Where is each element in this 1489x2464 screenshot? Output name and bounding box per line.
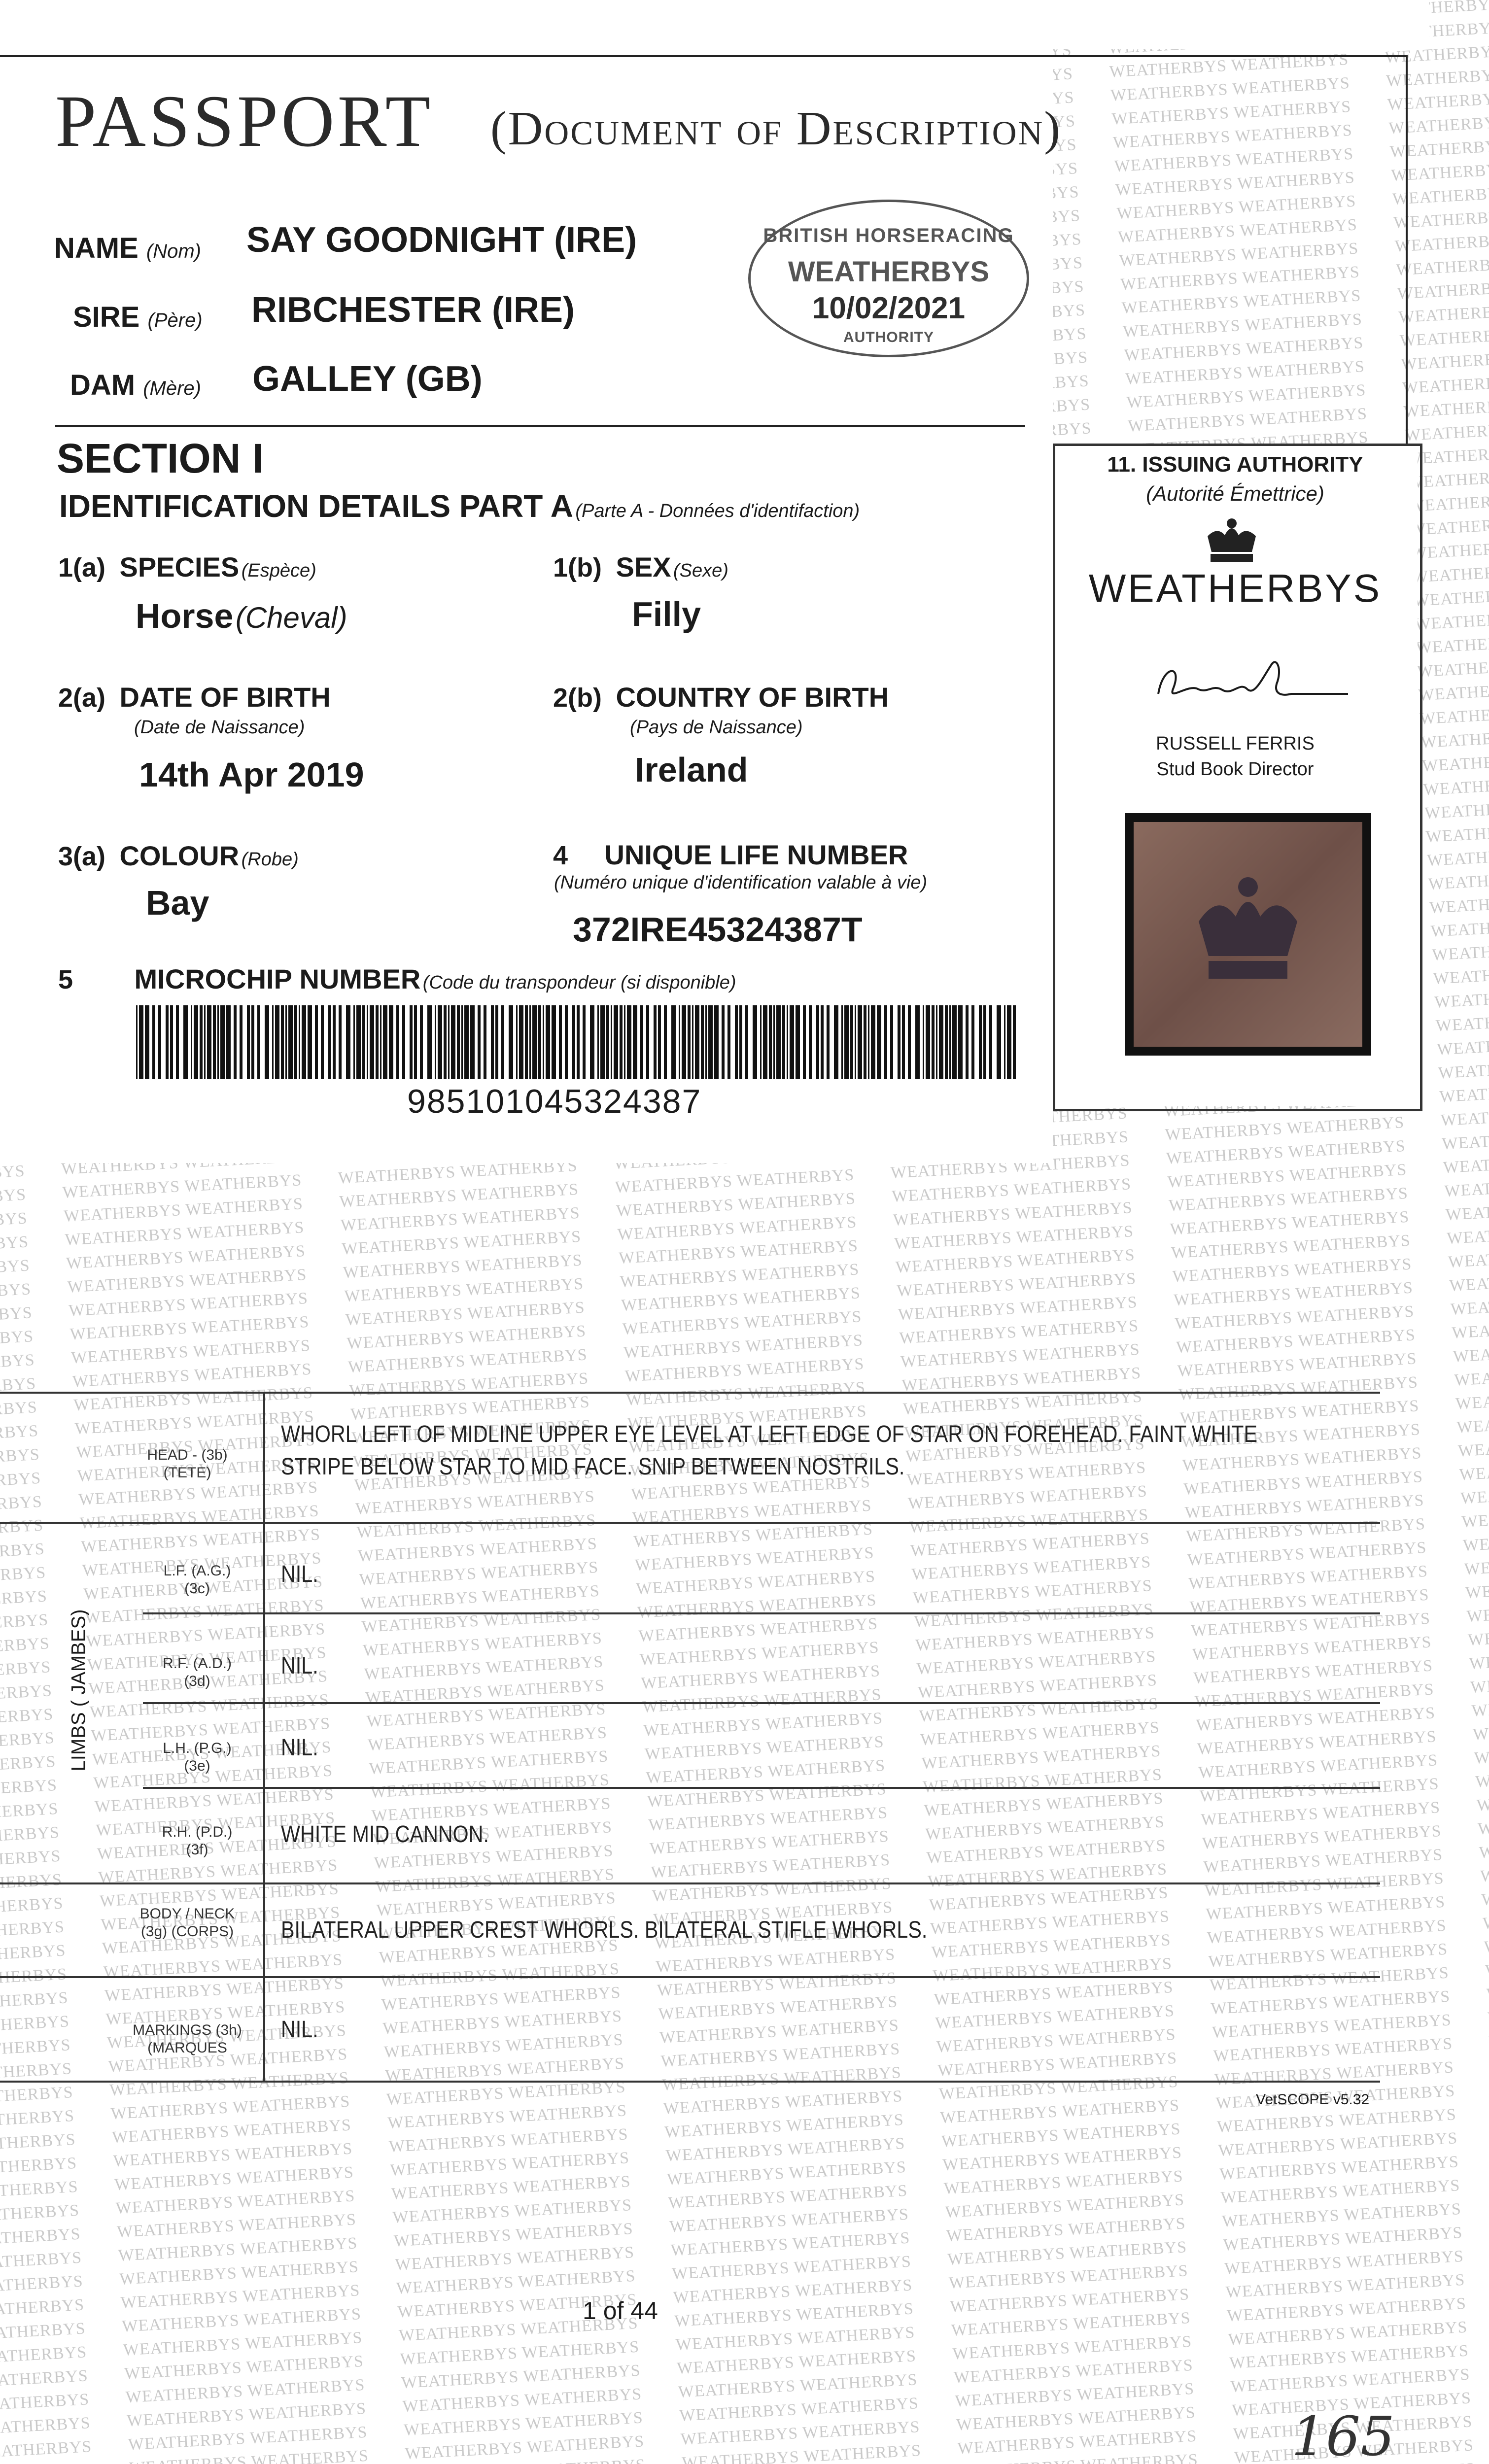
dam-name: GALLEY (GB) <box>252 359 483 399</box>
weatherbys-stamp <box>748 200 1029 357</box>
barcode-bar <box>275 1005 279 1079</box>
lf-row-label: L.F. (A.G.) (3c) <box>163 1563 231 1597</box>
barcode-bar <box>624 1005 625 1079</box>
identity-divider <box>55 425 1025 427</box>
barcode-bar <box>705 1005 707 1079</box>
barcode-bar <box>356 1005 361 1079</box>
barcode-bar <box>478 1005 481 1079</box>
barcode-bar <box>572 1005 575 1079</box>
rf-row-label: R.F. (A.D.) (3d) <box>163 1655 232 1689</box>
barcode-bar <box>966 1005 969 1079</box>
barcode-bar <box>470 1005 475 1079</box>
barcode-bar <box>217 1005 219 1079</box>
row-divider-rh <box>0 1882 1380 1884</box>
page-subtitle: (Document of Description) <box>490 102 1062 155</box>
barcode-bar <box>821 1005 824 1079</box>
barcode-bar <box>525 1005 528 1079</box>
authority-heading-fr: (Autorité Émettrice) <box>1146 482 1324 505</box>
right-rule <box>1406 55 1408 444</box>
barcode-bar <box>600 1005 605 1079</box>
barcode-bar <box>367 1005 368 1079</box>
barcode-bar <box>611 1005 612 1079</box>
barcode-bar <box>183 1005 188 1079</box>
barcode-bar <box>383 1005 387 1079</box>
barcode-bar <box>577 1005 580 1079</box>
species-value: Horse (Cheval) <box>136 597 347 635</box>
barcode-bar <box>288 1005 293 1079</box>
barcode-bar <box>362 1005 365 1079</box>
barcode-bar <box>633 1005 637 1079</box>
barcode-bar <box>803 1005 806 1079</box>
row-divider-head <box>0 1522 1380 1524</box>
name-label: NAME (Nom) <box>54 232 201 264</box>
barcode-bar <box>745 1005 748 1079</box>
barcode-bar <box>868 1005 869 1079</box>
barcode-bar <box>915 1005 920 1079</box>
sex-field-label: 1(b) SEX (Sexe) <box>553 551 728 582</box>
barcode-bar <box>532 1005 537 1079</box>
sire-name: RIBCHESTER (IRE) <box>251 290 575 330</box>
barcode-bar <box>376 1005 379 1079</box>
barcode-bar <box>247 1005 250 1079</box>
barcode-bar <box>308 1005 312 1079</box>
barcode-bar <box>692 1005 693 1079</box>
barcode-bar <box>908 1005 911 1079</box>
barcode-bar <box>302 1005 306 1079</box>
barcode-bar <box>658 1005 661 1079</box>
species-field-label: 1(a) SPECIES (Espèce) <box>58 551 316 582</box>
lh-row-value: NIL. <box>281 1735 318 1761</box>
barcode-bar <box>538 1005 541 1079</box>
barcode-bar <box>370 1005 374 1079</box>
barcode-bar <box>834 1005 838 1079</box>
head-row-label: HEAD - (3b) (TETE) <box>147 1447 228 1481</box>
barcode-bar <box>346 1005 350 1079</box>
barcode-bar <box>145 1005 149 1079</box>
barcode-bar <box>191 1005 192 1079</box>
barcode-bar <box>213 1005 216 1079</box>
barcode-bar <box>722 1005 725 1079</box>
barcode-bar <box>898 1005 900 1079</box>
barcode-bar <box>727 1005 730 1079</box>
country-field-label: 2(b) COUNTRY OF BIRTH <box>553 682 889 713</box>
microchip-field-label: 5 MICROCHIP NUMBER (Code du transpondeur (si disponible) <box>58 963 736 994</box>
barcode-bar <box>200 1005 203 1079</box>
barcode-bar <box>435 1005 436 1079</box>
markings-row-label: MARKINGS (3h) (MARQUES <box>133 2022 242 2056</box>
barcode-bar <box>841 1005 843 1079</box>
markings-label-column <box>263 1392 265 2082</box>
barcode-bar <box>559 1005 562 1079</box>
stamp-date: 10/02/2021 <box>812 291 966 325</box>
barcode-bar <box>501 1005 504 1079</box>
barcode-bar <box>294 1005 297 1079</box>
barcode-bar <box>654 1005 657 1079</box>
barcode-bar <box>240 1005 242 1079</box>
barcode-bar <box>583 1005 586 1079</box>
barcode-bar <box>321 1005 324 1079</box>
barcode-bar <box>902 1005 905 1079</box>
barcode-bar <box>1004 1005 1005 1079</box>
barcode-bar <box>936 1005 937 1079</box>
lh-row-label: L.H. (P.G.) (3e) <box>163 1740 232 1774</box>
barcode-bar <box>983 1005 986 1079</box>
ueln-field-label-fr: (Numéro unique d'identification valable à vie) <box>554 872 928 893</box>
stamp-authority: AUTHORITY <box>843 329 934 345</box>
barcode-bar <box>753 1005 757 1079</box>
barcode-bar <box>457 1005 460 1079</box>
barcode-bar <box>207 1005 211 1079</box>
barcode-bar <box>136 1005 138 1079</box>
barcode-bar <box>448 1005 450 1079</box>
barcode-bar <box>735 1005 738 1079</box>
barcode-bar <box>170 1005 173 1079</box>
barcode-bar <box>949 1005 951 1079</box>
barcode-bar <box>640 1005 643 1079</box>
barcode-bar <box>299 1005 300 1079</box>
barcode-bar <box>809 1005 812 1079</box>
barcode-bar <box>695 1005 699 1079</box>
barcode-bar <box>958 1005 963 1079</box>
authority-org: WEATHERBYS <box>1088 566 1382 610</box>
barcode-bar <box>315 1005 318 1079</box>
barcode-bar <box>790 1005 794 1079</box>
barcode-bar <box>590 1005 594 1079</box>
barcode-bar <box>614 1005 618 1079</box>
barcode-bar <box>858 1005 862 1079</box>
page-title: PASSPORT <box>55 80 434 162</box>
barcode-bar <box>945 1005 948 1079</box>
markings-row-value: NIL. <box>281 2017 318 2043</box>
lf-row-value: NIL. <box>281 1561 318 1587</box>
barcode-bar <box>1007 1005 1011 1079</box>
signature-image <box>1153 654 1350 714</box>
barcode-bar <box>787 1005 788 1079</box>
barcode-bar <box>979 1005 982 1079</box>
barcode-bar <box>939 1005 943 1079</box>
barcode-bar <box>414 1005 417 1079</box>
barcode-bar <box>877 1005 881 1079</box>
dob-value: 14th Apr 2019 <box>139 755 364 794</box>
barcode-bar <box>420 1005 423 1079</box>
barcode-bar <box>204 1005 206 1079</box>
sire-label: SIRE (Père) <box>73 301 203 333</box>
markings-table-top <box>0 1392 1380 1394</box>
barcode-bar <box>194 1005 198 1079</box>
head-row-value: WHORL LEFT OF MIDLINE UPPER EYE LEVEL AT LEFT EDGE OF STAR ON FOREHEAD. FAINT WHITE STRIPE BELOW STAR TO MID FACE. SNIP BETWEEN NOSTRILS. <box>281 1421 1258 1480</box>
row-divider-rf <box>143 1702 1380 1704</box>
barcode-bar <box>220 1005 225 1079</box>
barcode-bar <box>226 1005 231 1079</box>
top-rule <box>0 55 1408 57</box>
barcode-bar <box>971 1005 974 1079</box>
dob-field-label: 2(a) DATE OF BIRTH <box>58 682 331 713</box>
barcode-bar <box>272 1005 274 1079</box>
dam-label: DAM (Mère) <box>70 369 201 401</box>
section-subtitle: IDENTIFICATION DETAILS PART A (Parte A - Données d'identifaction) <box>59 488 860 524</box>
authority-seal-photo <box>1125 813 1371 1056</box>
barcode-bar <box>509 1005 513 1079</box>
barcode-bar <box>152 1005 155 1079</box>
ueln-value: 372IRE45324387T <box>573 910 863 949</box>
colour-value: Bay <box>146 884 209 922</box>
barcode-bar <box>328 1005 331 1079</box>
body-row-value: BILATERAL UPPER CREST WHORLS. BILATERAL STIFLE WHORLS. <box>281 1917 928 1943</box>
limbs-label: LIMBS ( JAMBES) <box>68 1609 90 1772</box>
barcode-bar <box>664 1005 667 1079</box>
barcode-bar <box>1013 1005 1016 1079</box>
barcode-bar <box>543 1005 544 1079</box>
barcode-bar <box>627 1005 631 1079</box>
microchip-barcode <box>136 1005 1018 1079</box>
barcode-bar <box>708 1005 713 1079</box>
barcode-bar <box>864 1005 866 1079</box>
barcode-bar <box>158 1005 161 1079</box>
barcode-bar <box>339 1005 342 1079</box>
barcode-bar <box>438 1005 442 1079</box>
barcode-bar <box>620 1005 623 1079</box>
signer-name: RUSSELL FERRIS <box>1156 733 1315 754</box>
horse-name: SAY GOODNIGHT (IRE) <box>246 220 637 260</box>
barcode-bar <box>952 1005 957 1079</box>
dob-field-label-fr: (Date de Naissance) <box>134 717 305 738</box>
section-title: SECTION I <box>57 435 264 481</box>
barcode-bar <box>871 1005 875 1079</box>
barcode-bar <box>519 1005 523 1079</box>
barcode-bar <box>926 1005 930 1079</box>
barcode-bar <box>380 1005 381 1079</box>
barcode-bar <box>844 1005 849 1079</box>
barcode-bar <box>796 1005 800 1079</box>
barcode-bar <box>495 1005 498 1079</box>
row-divider-lh <box>143 1787 1380 1789</box>
barcode-bar <box>281 1005 284 1079</box>
barcode-bar <box>451 1005 455 1079</box>
barcode-bar <box>176 1005 179 1079</box>
barcode-bar <box>461 1005 463 1079</box>
barcode-bar <box>546 1005 550 1079</box>
barcode-bar <box>923 1005 924 1079</box>
barcode-bar <box>890 1005 893 1079</box>
barcode-bar <box>265 1005 269 1079</box>
barcode-bar <box>714 1005 719 1079</box>
barcode-bar <box>739 1005 742 1079</box>
barcode-bar <box>389 1005 393 1079</box>
barcode-bar <box>139 1005 143 1079</box>
crown-logo-icon <box>1203 516 1261 566</box>
rh-row-value: WHITE MID CANNON. <box>281 1821 489 1848</box>
barcode-bar <box>997 1005 1001 1079</box>
authority-heading: 11. ISSUING AUTHORITY <box>1107 452 1363 477</box>
barcode-bar <box>353 1005 355 1079</box>
barcode-bar <box>396 1005 399 1079</box>
barcode-bar <box>257 1005 260 1079</box>
barcode-bar <box>529 1005 531 1079</box>
stamp-org: WEATHERBYS <box>788 256 990 288</box>
barcode-bar <box>701 1005 704 1079</box>
page-number: 1 of 44 <box>583 2297 658 2325</box>
barcode-bar <box>816 1005 819 1079</box>
barcode-bar <box>769 1005 772 1079</box>
barcode-bar <box>688 1005 691 1079</box>
barcode-bar <box>606 1005 609 1079</box>
barcode-bar <box>491 1005 494 1079</box>
country-field-label-fr: (Pays de Naissance) <box>630 717 803 738</box>
barcode-bar <box>516 1005 518 1079</box>
barcode-bar <box>932 1005 935 1079</box>
barcode-bar <box>166 1005 169 1079</box>
barcode-bar <box>234 1005 237 1079</box>
barcode-bar <box>333 1005 336 1079</box>
barcode-bar <box>597 1005 599 1079</box>
microchip-number: 985101045324387 <box>407 1083 702 1120</box>
rh-row-label: R.H. (P.D.) (3f) <box>162 1824 233 1858</box>
signer-title: Stud Book Director <box>1156 759 1314 780</box>
barcode-bar <box>782 1005 785 1079</box>
barcode-bar <box>464 1005 469 1079</box>
barcode-bar <box>552 1005 556 1079</box>
row-divider-body <box>0 1976 1380 1978</box>
barcode-bar <box>763 1005 767 1079</box>
barcode-bar <box>776 1005 781 1079</box>
barcode-bar <box>679 1005 680 1079</box>
ueln-field-label: 4 UNIQUE LIFE NUMBER <box>553 839 908 870</box>
sex-value: Filly <box>632 595 701 633</box>
country-value: Ireland <box>635 751 748 789</box>
barcode-bar <box>850 1005 853 1079</box>
barcode-bar <box>402 1005 405 1079</box>
stamp-arc-text: BRITISH HORSERACING <box>763 225 1014 246</box>
colour-field-label: 3(a) COLOUR (Robe) <box>58 840 299 871</box>
barcode-bar <box>855 1005 856 1079</box>
markings-table-bottom <box>0 2081 1380 2083</box>
barcode-bar <box>427 1005 432 1079</box>
handwritten-number: 165 <box>1291 2405 1395 2464</box>
barcode-bar <box>444 1005 447 1079</box>
barcode-bar <box>251 1005 254 1079</box>
barcode-bar <box>410 1005 413 1079</box>
rf-row-value: NIL. <box>281 1653 318 1679</box>
barcode-bar <box>989 1005 992 1079</box>
body-row-label: BODY / NECK (3g) (CORPS) <box>139 1906 235 1940</box>
version-label: VetSCOPE v5.32 <box>1256 2091 1370 2108</box>
barcode-bar <box>884 1005 887 1079</box>
barcode-bar <box>646 1005 649 1079</box>
barcode-bar <box>565 1005 568 1079</box>
barcode-bar <box>484 1005 486 1079</box>
barcode-bar <box>682 1005 686 1079</box>
barcode-bar <box>773 1005 775 1079</box>
barcode-bar <box>760 1005 762 1079</box>
barcode-bar <box>827 1005 830 1079</box>
barcode-bar <box>671 1005 676 1079</box>
barcode-bar <box>285 1005 287 1079</box>
row-divider-lf <box>143 1612 1380 1614</box>
